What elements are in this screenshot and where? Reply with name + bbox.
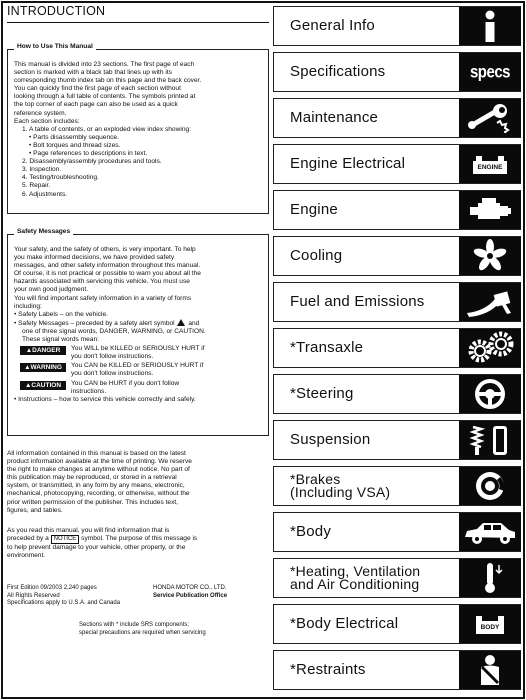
- safety-line: Of course, it is not practical or possible to warn you about all the: [14, 270, 201, 278]
- tab-heating-ventilation[interactable]: [273, 558, 521, 598]
- safety-line: your own good judgment.: [14, 286, 89, 294]
- how-to-use-body: [14, 61, 262, 199]
- tab-label: *Restraints: [290, 661, 366, 678]
- safety-messages-and: and: [188, 319, 200, 327]
- list-item: • Parts disassembly sequence.: [29, 133, 119, 141]
- notice-line-start: preceded by a: [7, 535, 49, 543]
- publisher-line: Service Publication Office: [153, 592, 228, 599]
- page-title: INTRODUCTION: [7, 4, 106, 18]
- notice-line: environment.: [7, 552, 46, 560]
- battery-engine-icon: [459, 145, 521, 183]
- danger-text-line: You WILL be KILLED or SERIOUSLY HURT if: [71, 345, 205, 353]
- tab-label-line: and Air Conditioning: [290, 576, 420, 592]
- warning-label: ▲WARNING: [20, 363, 66, 372]
- danger-label: ▲DANGER: [20, 346, 66, 355]
- introduction-column: [7, 4, 269, 696]
- section-includes-label: Each section includes:: [14, 117, 80, 125]
- tab-suspension[interactable]: [273, 420, 521, 460]
- safety-messages-text: • Safety Messages – preceded by a safety alert symbol: [14, 319, 175, 327]
- list-item: 3. Inspection.: [22, 166, 62, 174]
- list-item: 5. Repair.: [22, 182, 51, 190]
- tab-maintenance[interactable]: [273, 98, 521, 138]
- specs-icon-text: specs: [469, 62, 511, 82]
- how-to-use-line: You can quickly find the first page of each section without: [14, 85, 181, 93]
- list-item: 6. Adjustments.: [22, 190, 68, 198]
- list-item: 4. Testing/troubleshooting.: [22, 174, 99, 182]
- tab-body-electrical[interactable]: [273, 604, 521, 644]
- shock-absorber-icon: [459, 421, 521, 459]
- seatbelt-icon: [459, 651, 521, 689]
- how-to-use-line: corresponding thumb index tab on this page and the back cover.: [14, 77, 202, 85]
- safety-labels-line: • Safety Labels – on the vehicle.: [14, 310, 108, 318]
- tab-brakes[interactable]: [273, 466, 521, 506]
- tab-label: Engine Electrical: [290, 155, 406, 172]
- tab-body[interactable]: [273, 512, 521, 552]
- notice-line: to help prevent damage to your vehicle, other property, or the: [7, 544, 186, 552]
- notice-line: [7, 535, 269, 544]
- tab-label: *Transaxle: [290, 339, 364, 356]
- safety-line: hazards associated with servicing this vehicle. You must use: [14, 278, 190, 286]
- tab-transaxle[interactable]: [273, 328, 521, 368]
- safety-line: messages, and other safety information throughout this manual.: [14, 262, 201, 270]
- how-to-use-box: [7, 43, 269, 214]
- thermometer-icon: [459, 559, 521, 597]
- safety-line: you make informed decisions, we have provided safety: [14, 254, 175, 262]
- edition-line: Specifications apply to U.S.A. and Canada: [7, 600, 121, 606]
- how-to-use-line: looking through a full table of contents. The symbols printed at: [14, 93, 196, 101]
- srs-note-line: Sections with * include SRS components;: [79, 622, 190, 628]
- instructions-line: • Instructions – how to service this vehicle correctly and safely.: [14, 395, 196, 403]
- tab-fuel-and-emissions[interactable]: [273, 282, 521, 322]
- edition-line: First Edition 09/2003 2,240 pages: [7, 585, 97, 591]
- steering-wheel-icon: [459, 375, 521, 413]
- safety-line: including:: [14, 302, 42, 310]
- tab-label-line: *Heating, Ventilation: [290, 563, 421, 579]
- signal-words-line: These signal words mean:: [22, 336, 99, 344]
- info-line: system, or transmitted, in any form by any means, electronic,: [7, 482, 185, 490]
- tab-restraints[interactable]: [273, 650, 521, 690]
- safety-alert-icon: [177, 319, 185, 326]
- caution-text-line: You CAN be HURT if you don't follow: [71, 379, 180, 387]
- tab-label-line: (Including VSA): [290, 484, 391, 500]
- how-to-use-line: reference system.: [14, 109, 67, 117]
- publisher-info: [153, 585, 269, 600]
- notice-paragraph: [7, 527, 269, 560]
- tab-engine-electrical[interactable]: [273, 144, 521, 184]
- danger-row: [14, 345, 262, 361]
- warning-row: [14, 362, 262, 378]
- notice-symbol: NOTICE: [51, 535, 80, 544]
- edition-line: All Rights Reserved: [7, 592, 60, 599]
- notice-line-end: symbol. The purpose of this message is: [81, 535, 198, 543]
- list-item: 2. Disassembly/assembly procedures and tools.: [22, 158, 162, 166]
- info-line: mechanical, photocopying, recording, or otherwise, without the: [7, 490, 190, 498]
- how-to-use-line: the top corner of each page can also be used as a quick: [14, 101, 178, 109]
- caution-text-line: instructions.: [71, 387, 107, 395]
- signal-words-line: one of three signal words, DANGER, WARNING, or CAUTION.: [22, 327, 206, 335]
- srs-note-line: special precautions are required when servicing: [79, 629, 206, 636]
- warning-text: [71, 362, 203, 378]
- tab-engine[interactable]: [273, 190, 521, 230]
- list-item: • Bolt torques and thread sizes.: [29, 141, 121, 149]
- tab-label: Specifications: [290, 63, 386, 80]
- brake-disc-icon: [459, 467, 521, 505]
- battery-body-icon-text: BODY: [476, 621, 505, 634]
- tab-label-line: *Brakes: [290, 471, 341, 487]
- danger-text-line: you don't follow instructions.: [71, 353, 154, 361]
- info-line: the right to make changes at anytime without notice. No part of: [7, 466, 190, 474]
- battery-body-icon: [459, 605, 521, 643]
- engine-icon: [459, 191, 521, 229]
- gears-icon: [459, 329, 521, 367]
- info-line: product information available at the time of printing. We reserve: [7, 458, 192, 466]
- srs-note: [79, 622, 269, 637]
- tab-label: Fuel and Emissions: [290, 293, 425, 310]
- fan-icon: [459, 237, 521, 275]
- tab-specifications[interactable]: [273, 52, 521, 92]
- car-body-icon: [459, 513, 521, 551]
- info-line: All information contained in this manual is based on the latest: [7, 450, 186, 457]
- title-divider: [7, 22, 269, 23]
- tab-label: Engine: [290, 201, 338, 218]
- tab-label: Cooling: [290, 247, 343, 264]
- warning-text-line: you don't follow instructions.: [71, 370, 154, 378]
- caution-text: [71, 380, 179, 396]
- tab-label: *Body Electrical: [290, 615, 399, 632]
- warning-text-line: You CAN be KILLED or SERIOUSLY HURT if: [71, 362, 204, 370]
- danger-text: [71, 345, 205, 361]
- tab-label: *Steering: [290, 385, 354, 402]
- caution-row: [14, 380, 262, 396]
- info-paragraph: [7, 450, 269, 515]
- battery-engine-icon-text: ENGINE: [473, 161, 508, 174]
- tab-label: General Info: [290, 17, 375, 34]
- tab-label: [290, 467, 390, 505]
- safety-messages-box: [7, 228, 269, 436]
- tab-steering[interactable]: [273, 374, 521, 414]
- tab-label: Suspension: [290, 431, 371, 448]
- publisher-line: HONDA MOTOR CO., LTD.: [153, 585, 227, 591]
- info-line: this publication may be reproduced, or stored in a retrieval: [7, 474, 177, 482]
- info-line: prior written permission of the publisher. This includes text,: [7, 498, 179, 506]
- how-to-use-line: section is marked with a black tab that lines up with its: [14, 69, 172, 77]
- caution-label: ▲CAUTION: [20, 381, 66, 390]
- specs-icon: [459, 53, 521, 91]
- fuel-nozzle-icon: [459, 283, 521, 321]
- info-line: figures, and tables.: [7, 506, 63, 514]
- tab-cooling[interactable]: [273, 236, 521, 276]
- safety-line: You will find important safety information in a variety of forms: [14, 294, 192, 302]
- how-to-use-line: This manual is divided into 23 sections. The first page of each: [14, 61, 195, 68]
- list-item: 1. A table of contents, or an exploded view index showing:: [22, 125, 191, 133]
- tab-label: *Body: [290, 523, 332, 540]
- notice-line: As you read this manual, you will find information that is: [7, 527, 170, 534]
- tab-general-info[interactable]: [273, 6, 521, 46]
- wrench-icon: [459, 99, 521, 137]
- tab-label: Maintenance: [290, 109, 379, 126]
- how-to-use-title: How to Use This Manual: [14, 43, 96, 51]
- safety-body: [14, 246, 262, 404]
- info-icon: [459, 7, 521, 45]
- list-item: • Page references to descriptions in text.: [29, 150, 148, 158]
- safety-messages-line: [14, 319, 262, 328]
- tab-label: [290, 559, 420, 597]
- safety-line: Your safety, and the safety of others, is very important. To help: [14, 246, 196, 253]
- safety-messages-title: Safety Messages: [14, 228, 73, 236]
- edition-left: [7, 585, 137, 608]
